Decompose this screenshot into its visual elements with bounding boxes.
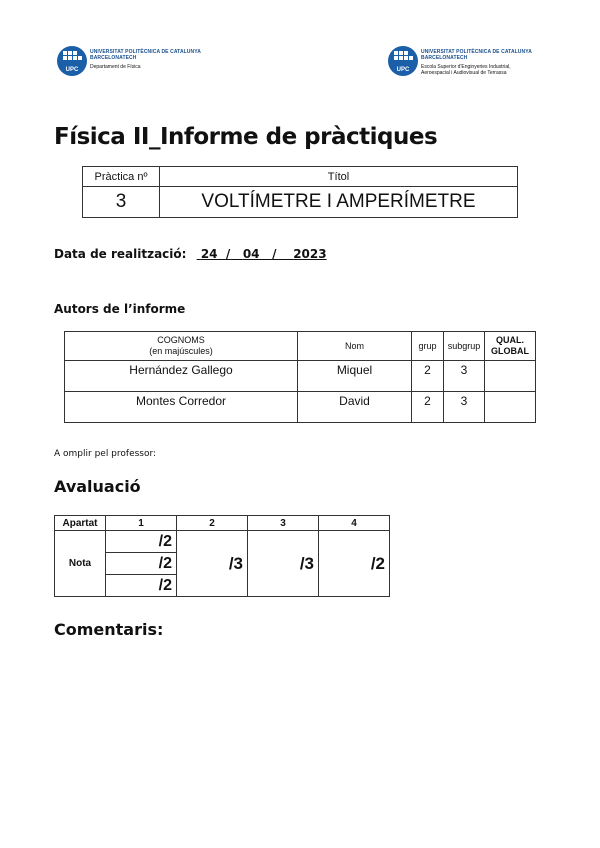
date-line: Data de realització: 24 / 04 / 2023 (54, 247, 327, 261)
practica-title-header: Títol (160, 167, 518, 187)
qual-global-header: QUAL. GLOBAL (485, 332, 536, 361)
part-1-score: /2 (106, 553, 177, 575)
comments-title: Comentaris: (54, 620, 164, 639)
part-3-header: 3 (248, 516, 319, 531)
school-name: Escola Superior d'Enginyeries Industrial, Aeroespacial i Audiovisual de Terrassa (421, 64, 511, 76)
author-qual (485, 392, 536, 423)
nota-label: Nota (55, 531, 106, 597)
part-4-header: 4 (319, 516, 390, 531)
table-row (65, 392, 536, 423)
part-1-score: /2 (106, 531, 177, 553)
evaluation-table (54, 515, 390, 597)
author-qual (485, 361, 536, 392)
university-name: UNIVERSITAT POLITÈCNICA DE CATALUNYA (90, 49, 201, 55)
upc-logo-left (57, 46, 201, 76)
university-tagline: BARCELONATECH (421, 55, 468, 61)
university-tagline: BARCELONATECH (90, 55, 137, 61)
part-1-header: 1 (106, 516, 177, 531)
author-subgrup: 3 (444, 361, 485, 392)
subgrup-header: subgrup (444, 332, 485, 361)
table-row (65, 361, 536, 392)
part-2-header: 2 (177, 516, 248, 531)
practica-number-header: Pràctica nº (83, 167, 160, 187)
department-name: Departament de Física (90, 64, 141, 70)
authors-table (64, 331, 536, 423)
part-4-score: /2 (319, 531, 390, 597)
practica-table (82, 166, 518, 218)
date-label: Data de realització: (54, 247, 187, 261)
professor-note: A omplir pel professor: (54, 449, 157, 459)
upc-logo-icon (388, 46, 418, 76)
author-nom: Miquel (298, 361, 412, 392)
part-3-score: /3 (248, 531, 319, 597)
practica-title: VOLTÍMETRE I AMPERÍMETRE (160, 187, 518, 218)
author-nom: David (298, 392, 412, 423)
nom-header: Nom (298, 332, 412, 361)
date-day: 24 (200, 247, 218, 261)
author-cognoms: Montes Corredor (65, 392, 298, 423)
evaluation-title: Avaluació (54, 477, 141, 496)
author-grup: 2 (412, 361, 444, 392)
author-cognoms: Hernández Gallego (65, 361, 298, 392)
grup-header: grup (412, 332, 444, 361)
part-2-score: /3 (177, 531, 248, 597)
svg-text:UPC: UPC (65, 67, 79, 73)
apartat-header: Apartat (55, 516, 106, 531)
page-title: Física II_Informe de pràctiques (54, 124, 438, 150)
authors-section-title: Autors de l’informe (54, 302, 186, 316)
practica-number: 3 (83, 187, 160, 218)
date-year: 2023 (293, 247, 327, 261)
author-grup: 2 (412, 392, 444, 423)
svg-text:UPC: UPC (396, 67, 410, 73)
part-1-score: /2 (106, 575, 177, 597)
cognoms-header: COGNOMS (en majúscules) (65, 332, 298, 361)
author-subgrup: 3 (444, 392, 485, 423)
upc-logo-icon (57, 46, 87, 76)
university-name: UNIVERSITAT POLITÈCNICA DE CATALUNYA (421, 49, 532, 55)
date-month: 04 (242, 247, 260, 261)
upc-logo-right (388, 46, 532, 76)
